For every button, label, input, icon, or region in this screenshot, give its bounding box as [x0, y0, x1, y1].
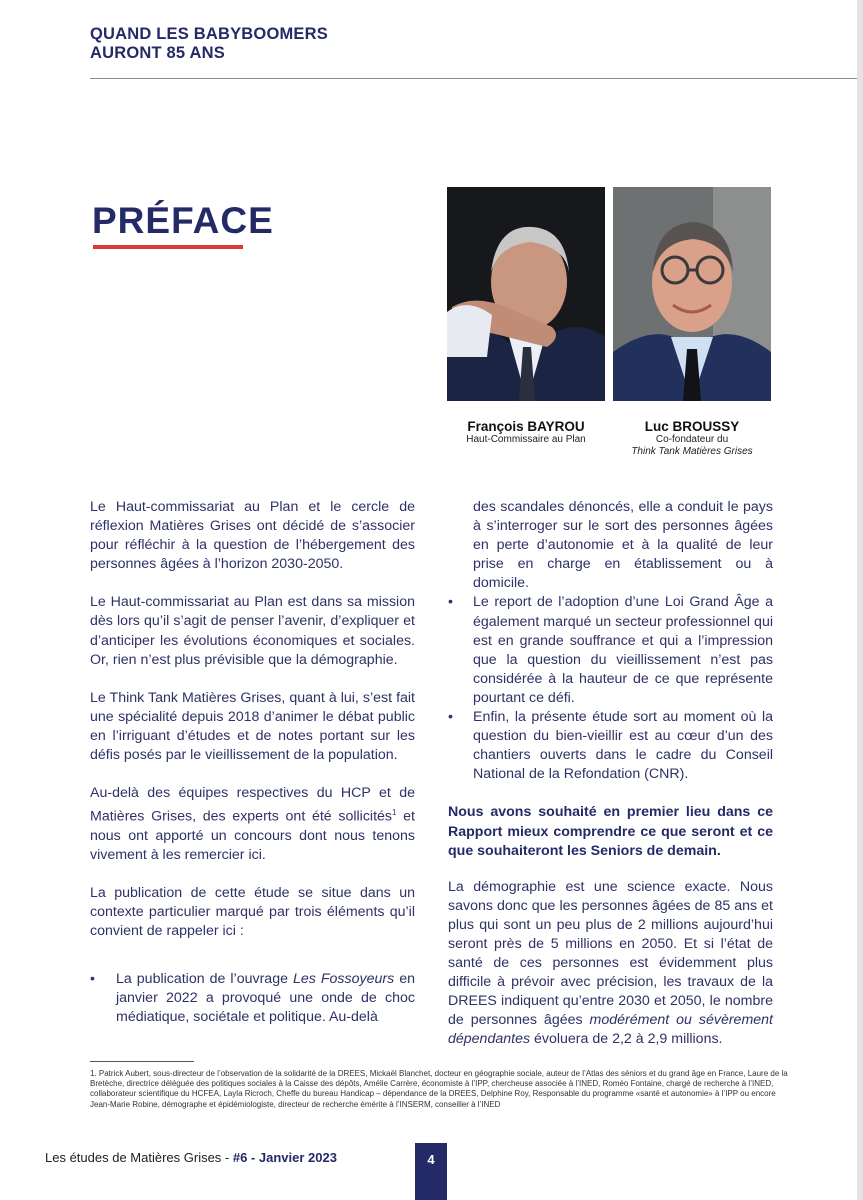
portrait-francois-bayrou — [447, 187, 605, 401]
title-underline — [93, 245, 243, 249]
left-column — [90, 498, 415, 1027]
paragraph: Au-delà des équipes respectives du HCP et de Matières Grises, des experts ont été sollicités$^1$ et nous ont apporté un concours dont nous tenons vivement à les remercier ici. — [90, 785, 415, 864]
page-title: PRÉFACE — [92, 200, 274, 241]
bullet-item: • Le report de l’adoption d’une Loi Grand Âge a également marqué un secteur professionnel qui est en grande souffrance et qui a l’impression que la question du vieillissement n’est pas considérée à la hauteur de ce que représente pourtant ce défi. — [448, 593, 773, 708]
header-line-2: AURONT 85 ANS — [90, 44, 225, 62]
author-name-1: François BAYROU — [467, 419, 585, 434]
footnote-ref[interactable]: 1 — [392, 808, 397, 818]
bullet-item: • La publication de l’ouvrage Les Fossoyeurs en janvier 2022 a provoqué une onde de choc médiatique, sociétale et politique. Au-delà — [90, 970, 415, 1027]
header-line-1: QUAND LES BABYBOOMERS — [90, 25, 328, 43]
paragraph: La démographie est une science exacte. Nous savons donc que les personnes âgées de 85 ans et plus qui sont un peu plus de 2 millions aujourd’hui seront près de 5 millions en 2050. Et si l’état de santé de ces personnes est évidemment plus difficile à prévoir avec précision, les travaux de la DREES indiquent qu’entre 2030 et 2050, le nombre de personnes âgées modérément ou sévèrement dépendantes évoluera de 2,2 à 2,9 millions. — [448, 878, 773, 1048]
footer: Les études de Matières Grises - #6 - Janvier 2023 — [45, 1150, 337, 1165]
page-number: 4 — [415, 1143, 447, 1200]
page-edge — [857, 0, 863, 1200]
right-column — [448, 498, 773, 1069]
author-role-1-line1: Haut-Commissaire au Plan — [466, 434, 586, 445]
author-role-2-line2: Think Tank Matières Grises — [631, 446, 753, 457]
footnote: 1. Patrick Aubert, sous-directeur de l’observation de la solidarité de la DREES, Mickaël Blanchet, docteur en géographie sociale, auteur de l’Atlas des séniors et du grand âge en France, Laure de la Bretèche, directrice déléguée des politiques sociales à la Caisse des dépôts, Amélie Carrère, économiste à l’IPP, chercheuse associée à l’INED, Roméo Fontaine, chargé de recherche à l’INED, collaborateur scientifique du HCFEA, Layla Ricroch, Cheffe du bureau Handicap – dépendance de la DREES, Delphine Roy, Responsable du programme «santé et autonomie» à l’IPP ou encore Jean-Marie Robine, démographe et épidémiologiste, directeur de recherche émérite à l’INSERM, conseiller à l’INED — [90, 1069, 788, 1109]
paragraph-continuation: des scandales dénoncés, elle a conduit le pays à s’interroger sur le sort des personnes âgées en perte d’autonomie et à la qualité de leur prise en charge en établissement ou à domicile. — [473, 499, 773, 592]
portrait-luc-broussy — [613, 187, 771, 401]
header-rule — [90, 78, 857, 79]
bullet-item: • Enfin, la présente étude sort au moment où la question du bien-vieillir est au cœur d’un des chantiers ouverts dans le cadre du Conseil National de la Refondation (CNR). — [448, 708, 773, 784]
paragraph: Le Haut-commissariat au Plan est dans sa mission dès lors qu’il s’agit de penser l’avenir, d’expliquer et d’anticiper les évolutions économiques et sociales. Or, rien n’est plus prévisible que la démographie. — [90, 594, 415, 668]
paragraph: Le Haut-commissariat au Plan et le cercle de réflexion Matières Grises ont décidé de s’associer pour réfléchir à la question de l’hébergement des personnes âgées à l’horizon 2030-2050. — [90, 499, 415, 573]
paragraph: Le Think Tank Matières Grises, quant à lui, s’est fait une spécialité depuis 2018 d’animer le débat public en l’irriguant d’études et de notes portant sur les défis posés par le vieillissement de la population. — [90, 689, 415, 764]
footnote-rule — [90, 1061, 194, 1062]
bold-paragraph: Nous avons souhaité en premier lieu dans ce Rapport mieux comprendre ce que seront et ce que souhaiteront les Seniors de demain. — [448, 804, 773, 859]
author-role-2-line1: Co-fondateur du — [655, 434, 729, 445]
running-header — [90, 25, 328, 63]
footer-issue: #6 - Janvier 2023 — [232, 1150, 337, 1165]
author-role-2 — [592, 434, 792, 458]
paragraph: La publication de cette étude se situe dans un contexte particulier marqué par trois éléments qu’il convient de rappeler ici : — [90, 885, 415, 940]
author-name-2: Luc BROUSSY — [644, 419, 740, 434]
